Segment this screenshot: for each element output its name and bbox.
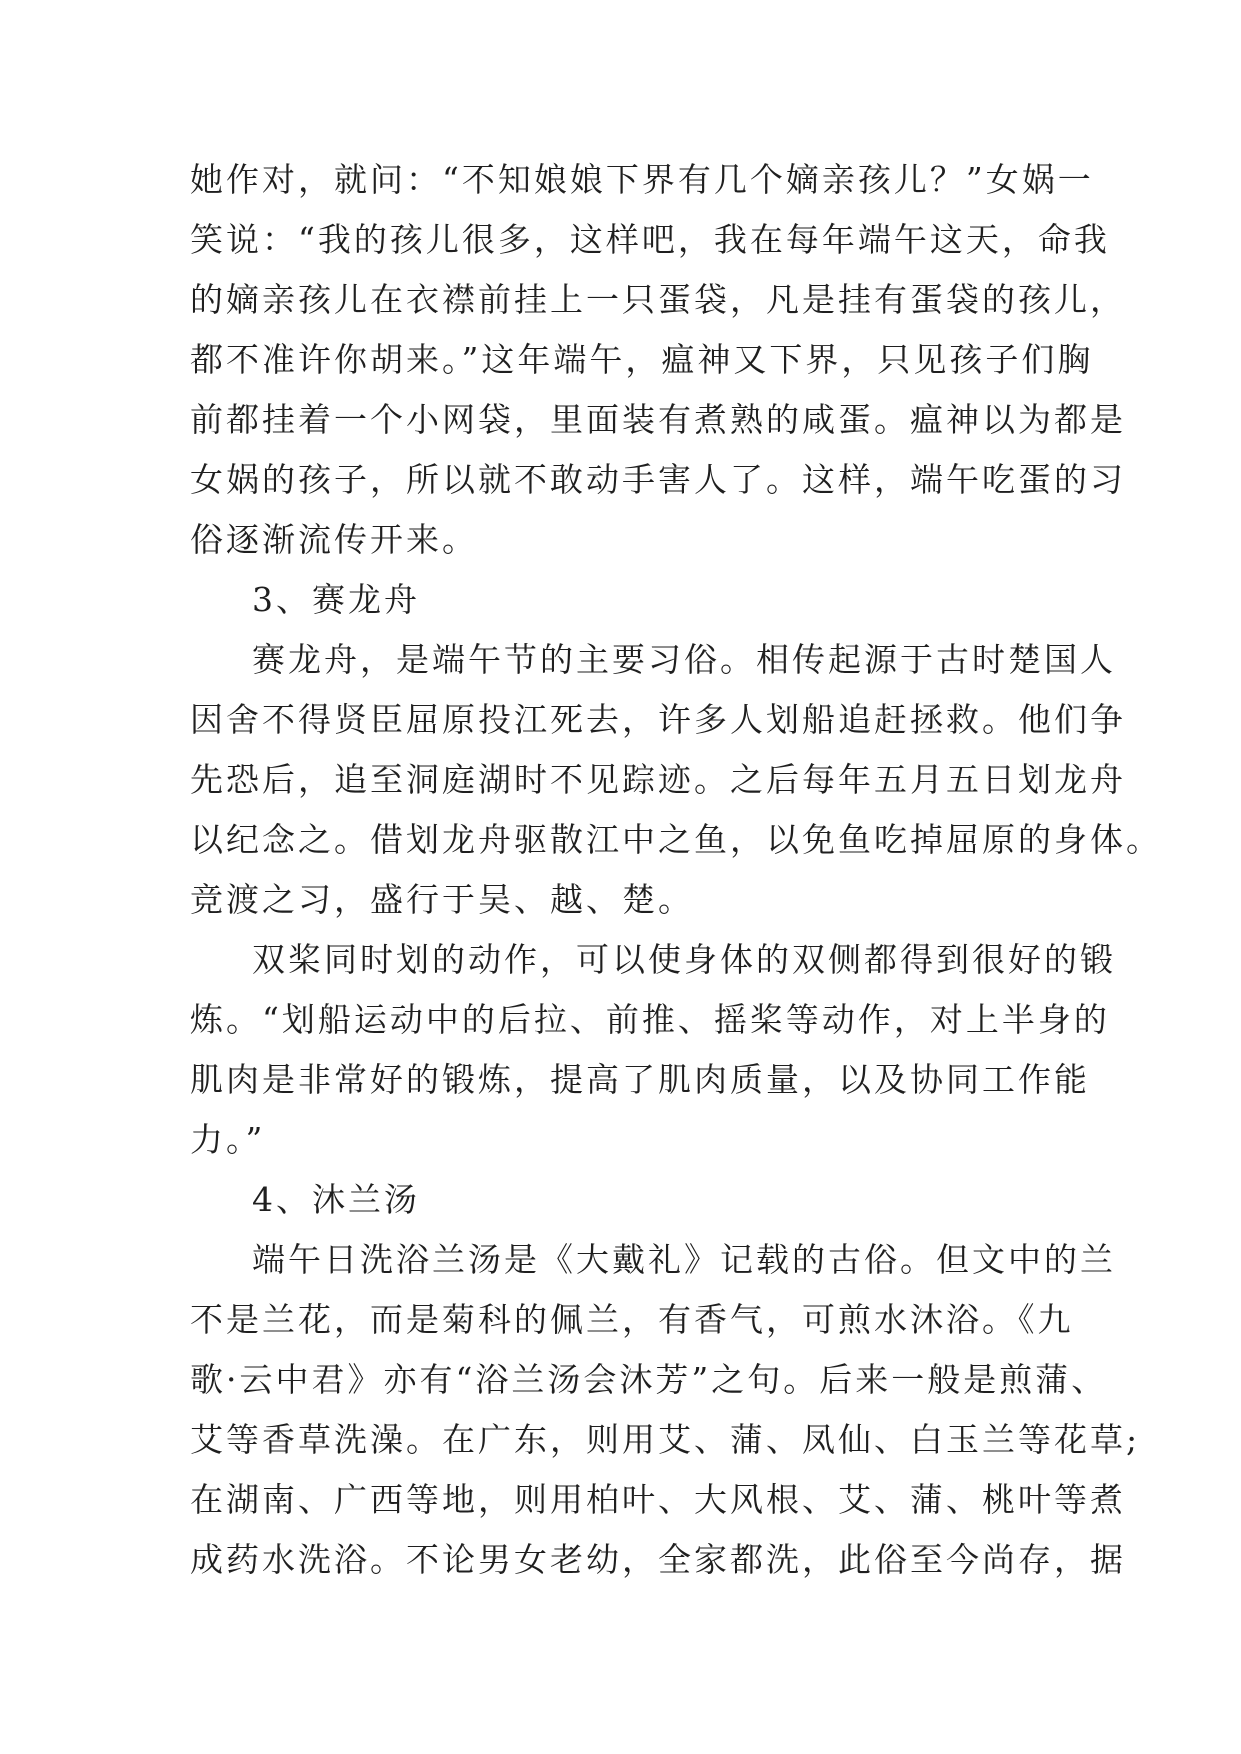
text-line: 赛龙舟，是端午节的主要习俗。相传起源于古时楚国人 [252, 640, 1116, 679]
section-heading: 3、赛龙舟 [252, 580, 420, 619]
text-line: 先恐后，追至洞庭湖时不见踪迹。之后每年五月五日划龙舟 [190, 760, 1126, 799]
text-line: 竞渡之习，盛行于吴、越、楚。 [190, 880, 694, 919]
text-line: 肌肉是非常好的锻炼，提高了肌肉质量，以及协同工作能 [190, 1060, 1090, 1099]
text-line: 不是兰花，而是菊科的佩兰，有香气，可煎水沐浴。《九 [190, 1300, 1074, 1339]
text-line: 成药水洗浴。不论男女老幼，全家都洗，此俗至今尚存，据 [190, 1540, 1126, 1579]
text-line: 以纪念之。借划龙舟驱散江中之鱼，以免鱼吃掉屈原的身体。 [190, 820, 1162, 859]
text-line: 的嫡亲孩儿在衣襟前挂上一只蛋袋，凡是挂有蛋袋的孩儿， [190, 280, 1126, 319]
text-line: 因舍不得贤臣屈原投江死去，许多人划船追赶拯救。他们争 [190, 700, 1126, 739]
text-line: 端午日洗浴兰汤是《大戴礼》记载的古俗。但文中的兰 [252, 1240, 1116, 1279]
body-text [190, 150, 1162, 1590]
text-line: 双桨同时划的动作，可以使身体的双侧都得到很好的锻 [252, 940, 1116, 979]
text-line: 炼。“划船运动中的后拉、前推、摇桨等动作，对上半身的 [190, 1000, 1110, 1039]
text-line: 前都挂着一个小网袋，里面装有煮熟的咸蛋。瘟神以为都是 [190, 400, 1126, 439]
text-line: 俗逐渐流传开来。 [190, 520, 478, 559]
text-line: 在湖南、广西等地，则用柏叶、大风根、艾、蒲、桃叶等煮 [190, 1480, 1126, 1519]
text-line: 她作对，就问：“不知娘娘下界有几个嫡亲孩儿？”女娲一 [190, 160, 1094, 199]
text-line: 歌·云中君》亦有“浴兰汤会沐芳”之句。后来一般是煎蒲、 [190, 1360, 1108, 1399]
text-line: 力。” [190, 1120, 266, 1159]
text-line: 笑说：“我的孩儿很多，这样吧，我在每年端午这天，命我 [190, 220, 1110, 259]
section-heading: 4、沐兰汤 [252, 1180, 420, 1219]
text-line: 艾等香草洗澡。在广东，则用艾、蒲、凤仙、白玉兰等花草; [190, 1420, 1141, 1459]
text-line: 女娲的孩子，所以就不敢动手害人了。这样，端午吃蛋的习 [190, 460, 1126, 499]
text-line: 都不准许你胡来。”这年端午，瘟神又下界，只见孩子们胸 [190, 340, 1094, 379]
